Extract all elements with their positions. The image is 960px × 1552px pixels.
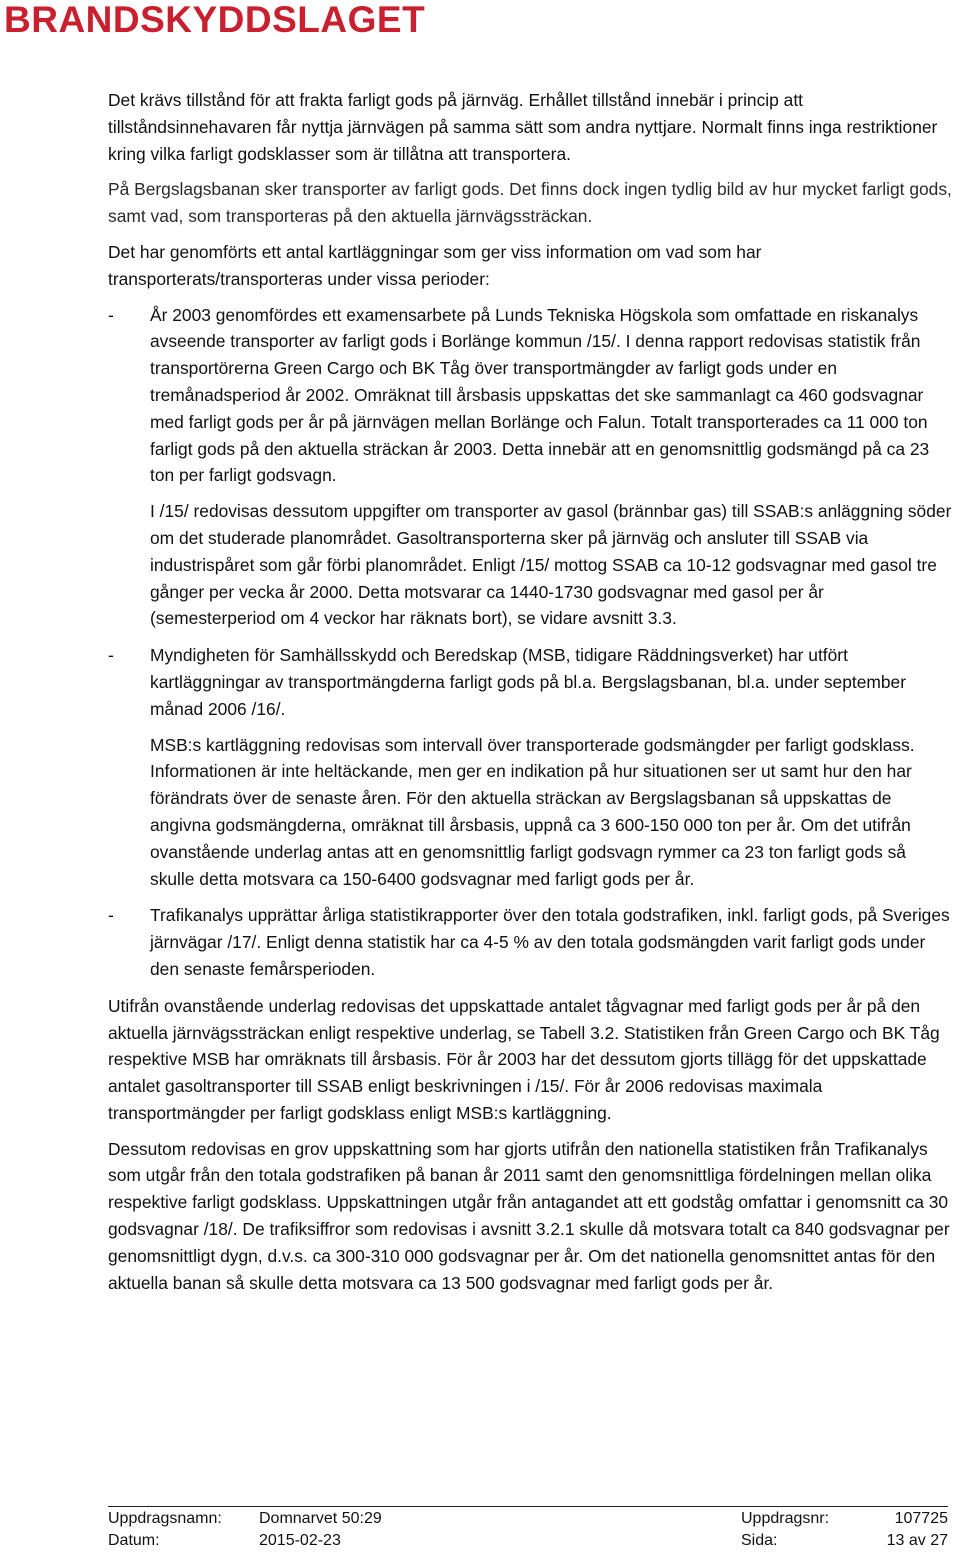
paragraph-national-estimate: Dessutom redovisas en grov uppskattning som har gjorts utifrån den nationella statistiken från Trafikanalys som utgår från den totala godstrafiken på banan år 2011 samt den genomsnittliga fördelningen mellan olika respektive farligt godsklass. Uppskattningen utgår från antagandet att ett godståg omfattar i genomsnitt ca 30 godsvagnar /18/. De trafiksiffror som redovisas i avsnitt 3.2.1 skulle då motsvara totalt ca 840 godsvagnar per genomsnittligt dygn, d.v.s. ca 300-310 000 godsvagnar per år. Om det nationella genomsnittet antas för den aktuella banan så skulle detta motsvara ca 13 500 godsvagnar med farligt gods per år.	[108, 1138, 950, 1293]
list-paragraph: MSB:s kartläggning redovisas som intervall över transporterade godsmängder per farligt godsklass. Informationen är inte heltäckande, men ger en indikation på hur situationen ser ut samt hur den har förändrats över de senaste åren. För den aktuella sträckan av Bergslagsbanan så uppskattas de angivna godsmängderna, omräknat till årsbasis, uppnå ca 3 600-150 000 ton per år. Om det utifrån ovanstående underlag antas att en genomsnittlig farligt godsvagn rymmer ca 23 ton farligt gods så skulle detta motsvara ca 150-6400 godsvagnar med farligt gods per år.	[150, 734, 915, 889]
list-dash: -	[108, 645, 114, 666]
list-dash: -	[108, 304, 114, 325]
list-paragraph: År 2003 genomfördes ett examensarbete på Lunds Tekniska Högskola som omfattade en riskanalys avseende transporter av farligt gods i Borlänge kommun /15/. I denna rapport redovisas statistik från transportörerna Green Cargo och BK Tåg över transportmängder av farligt gods under en tremånadsperiod år 2002. Omräknat till årsbasis uppskattas det ske sammanlagt ca 460 godsvagnar med farligt gods per år på järnvägen mellan Borlänge och Falun. Totalt transporterades ca 11 000 ton farligt gods på den aktuella sträckan år 2003. Detta innebär att en genomsnittlig godsmängd på ca 23 ton per farligt godsvagn.	[150, 304, 930, 486]
footer-assignment-no-label: Uppdragsnr:	[741, 1510, 830, 1527]
footer-page-label: Sida:	[741, 1532, 778, 1549]
document-body	[108, 87, 953, 1305]
list-item-lth-study	[108, 302, 953, 633]
footer-date-label: Datum:	[108, 1532, 160, 1549]
footer-page-number: 13 av 27	[886, 1532, 948, 1549]
paragraph-surveys-intro: Det har genomförts ett antal kartläggningar som ger viss information om vad som har transporterats/transporteras under vissa perioder:	[108, 241, 762, 289]
brand-logo: BRANDSKYDDSLAGET	[4, 0, 426, 40]
footer-assignment-no: 107725	[894, 1510, 948, 1527]
list-item-msb-survey	[108, 642, 953, 892]
footer-row-date	[108, 1529, 948, 1551]
paragraph-summary: Utifrån ovanstående underlag redovisas det uppskattade antalet tågvagnar med farligt gods per år på den aktuella järnvägssträckan enligt respektive underlag, se Tabell 3.2. Statistiken från Green Cargo och BK Tåg respektive MSB har omräknats till årsbasis. För år 2003 har det dessutom gjorts tillägg för det uppskattade antalet gasoltransporter till SSAB enligt beskrivningen i /15/. För år 2006 redovisas maximala transportmängder per farligt godsklass enligt MSB:s kartläggning.	[108, 995, 940, 1123]
footer-assignment-name: Domnarvet 50:29	[259, 1510, 382, 1527]
list-paragraph: I /15/ redovisas dessutom uppgifter om transporter av gasol (brännbar gas) till SSAB:s anläggning söder om det studerade planområdet. Gasoltransporterna sker på järnväg och ansluter till SSAB via industrispåret som går förbi planområdet. Enligt /15/ mottog SSAB ca 10-12 godsvagnar med gasol tre gånger per vecka år 2000. Detta motsvarar ca 1440-1730 godsvagnar med gasol per år (semesterperiod om 4 veckor har räknats bort), se vidare avsnitt 3.3.	[150, 501, 952, 629]
list-dash: -	[108, 905, 114, 926]
page-footer	[108, 1506, 948, 1551]
footer-assignment-name-label: Uppdragsnamn:	[108, 1510, 222, 1527]
footer-row-assignment	[108, 1507, 948, 1529]
list-paragraph: Myndigheten för Samhällsskydd och Beredskap (MSB, tidigare Räddningsverket) har utfört kartläggningar av transportmängderna farligt gods på bl.a. Bergslagsbanan, bl.a. under september månad 2006 /16/.	[150, 645, 906, 719]
footer-date: 2015-02-23	[259, 1532, 341, 1549]
list-paragraph: Trafikanalys upprättar årliga statistikrapporter över den totala godstrafiken, inkl. farligt gods, på Sveriges järnvägar /17/. Enligt denna statistik har ca 4-5 % av den totala godsmängden varit farligt gods under den senaste femårsperioden.	[150, 905, 950, 979]
list-item-trafikanalys	[108, 902, 953, 982]
paragraph-bergslagsbanan: På Bergslagsbanan sker transporter av farligt gods. Det finns dock ingen tydlig bild av hur mycket farligt gods, samt vad, som transporteras på den aktuella järnvägssträckan.	[108, 179, 952, 227]
paragraph-permit: Det krävs tillstånd för att frakta farligt gods på järnväg. Erhållet tillstånd innebär i princip att tillståndsinnehavaren får nyttja järnvägen på samma sätt som andra nyttjare. Normalt finns inga restriktioner kring vilka farligt godsklasser som är tillåtna att transportera.	[108, 90, 938, 164]
